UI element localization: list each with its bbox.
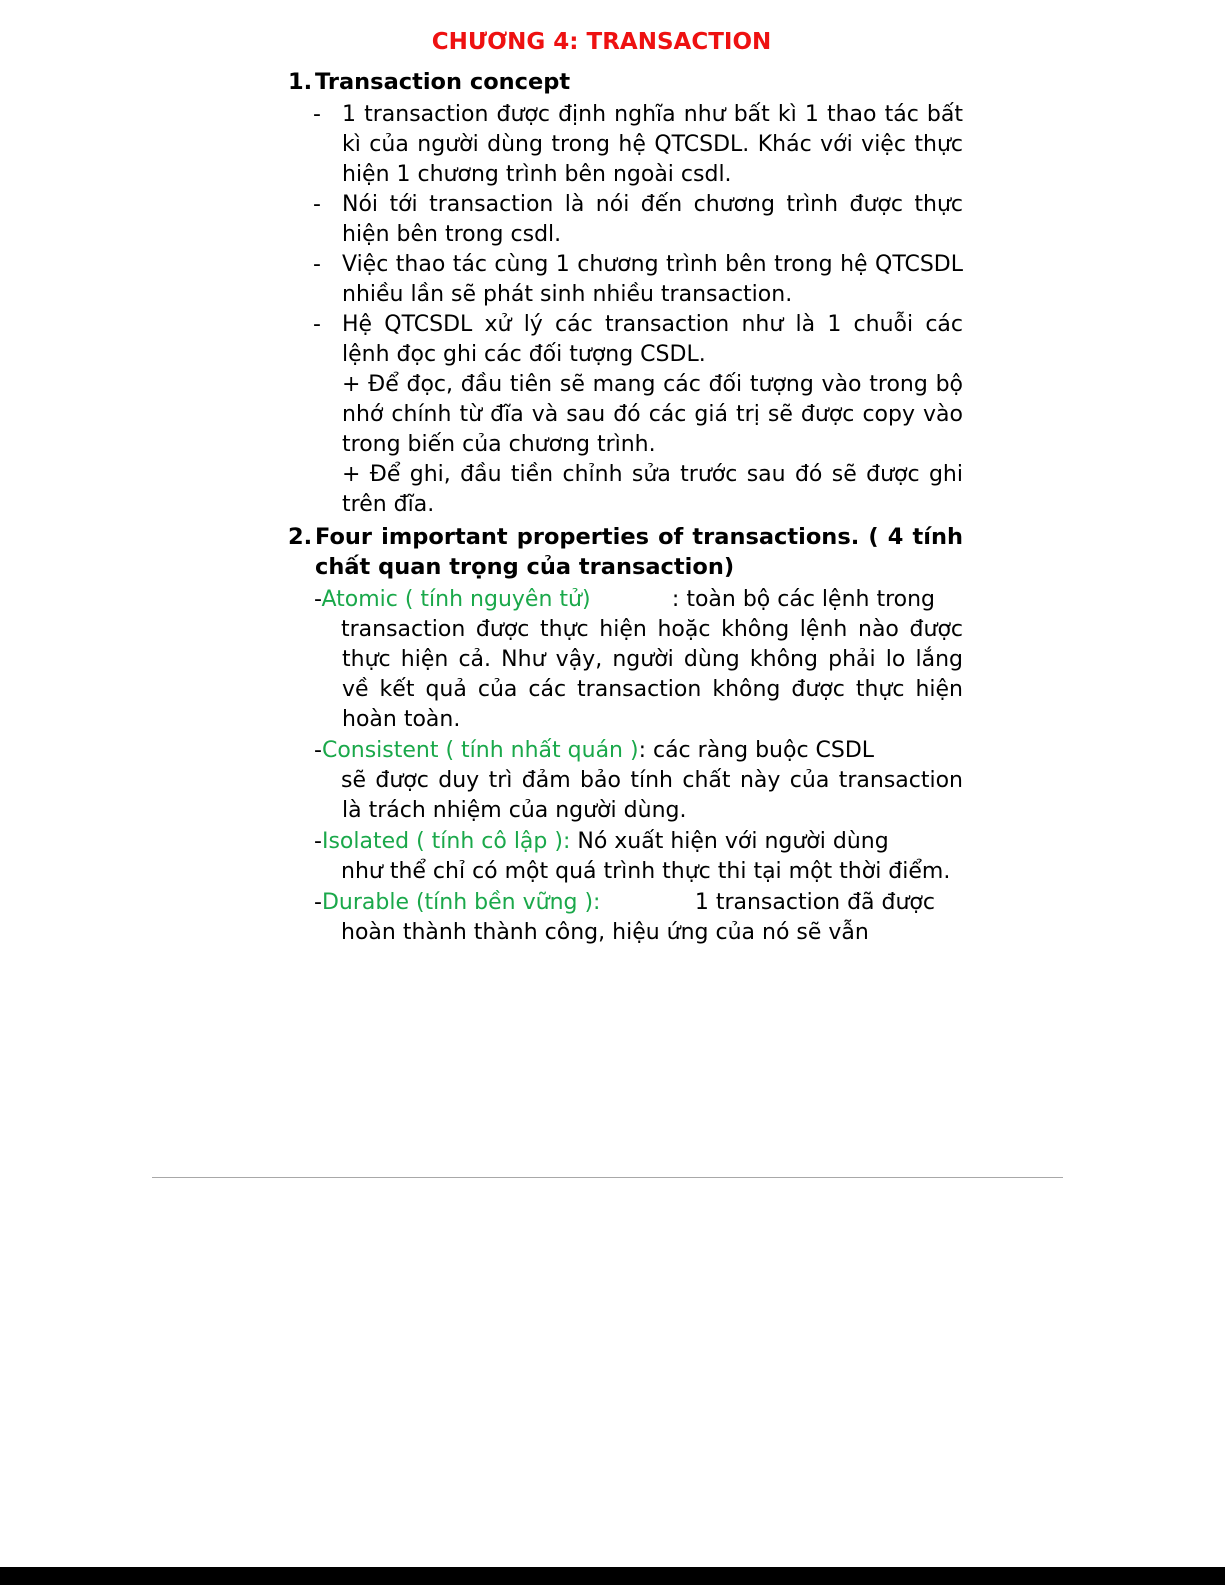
bullet-dash: -	[313, 252, 321, 277]
bullet-dash: -	[313, 312, 321, 337]
property-first-text: 1 transaction đã được	[694, 890, 935, 915]
page-divider	[152, 1177, 1063, 1178]
property-first-line	[315, 585, 963, 615]
bullet-text: Hệ QTCSDL xử lý các transaction như là 1 chuỗi các lệnh đọc ghi các đối tượng CSDL.	[342, 312, 963, 367]
bullet-item	[288, 190, 963, 250]
property-first-line	[315, 827, 963, 857]
property-term: Isolated ( tính cô lập ):	[321, 829, 571, 854]
document-body	[288, 67, 963, 949]
section-1-heading	[288, 67, 963, 97]
property-lead	[315, 888, 600, 918]
section-1-title: Transaction concept	[315, 69, 571, 95]
property-first-text: : toàn bộ các lệnh trong	[671, 587, 935, 612]
section-2-heading	[288, 522, 963, 582]
property-isolated	[315, 827, 963, 887]
page-title: CHƯƠNG 4: TRANSACTION	[431, 29, 772, 55]
property-consistent	[315, 736, 963, 826]
bullet-dash: -	[313, 192, 321, 217]
property-lead	[315, 585, 591, 615]
section-2-number: 2.	[288, 524, 313, 550]
page-bottom-edge	[0, 1567, 1225, 1585]
sub-point-read: + Để đọc, đầu tiên sẽ mang các đối tượng vào trong bộ nhớ chính từ đĩa và sau đó các giá trị sẽ được copy vào trong biến của chương trình.	[342, 372, 963, 457]
property-description: hoàn thành thành công, hiệu ứng của nó sẽ vẫn	[341, 920, 869, 945]
bullet-text: Nói tới transaction là nói đến chương trình được thực hiện bên trong csdl.	[342, 192, 963, 247]
property-term: Consistent ( tính nhất quán )	[321, 738, 639, 763]
property-term: Atomic ( tính nguyên tử)	[321, 587, 591, 612]
bullet-item	[288, 100, 963, 190]
property-dash: -	[314, 829, 322, 854]
bullet-item	[288, 250, 963, 310]
property-dash: -	[314, 587, 322, 612]
property-atomic	[315, 585, 963, 735]
property-dash: -	[314, 738, 322, 763]
property-first-text: Nó xuất hiện với người dùng	[570, 829, 889, 854]
property-first-text: : các ràng buộc CSDL	[638, 738, 875, 763]
property-first-line	[315, 888, 963, 918]
sub-point-write: + Để ghi, đầu tiền chỉnh sửa trước sau đó sẽ được ghi trên đĩa.	[342, 462, 963, 517]
property-lead	[315, 827, 889, 857]
property-lead	[315, 736, 874, 766]
bullet-text: Việc thao tác cùng 1 chương trình bên trong hệ QTCSDL nhiều lần sẽ phát sinh nhiều transaction.	[342, 252, 963, 307]
property-description: như thể chỉ có một quá trình thực thi tại một thời điểm.	[341, 859, 951, 884]
property-term: Durable (tính bền vững ):	[321, 890, 601, 915]
section-1-number: 1.	[288, 69, 313, 95]
section-2-title: Four important properties of transactions. ( 4 tính chất quan trọng của transaction)	[315, 524, 963, 580]
property-description: transaction được thực hiện hoặc không lệnh nào được thực hiện cả. Như vậy, người dùng không phải lo lắng về kết quả của các transaction không được thực hiện hoàn toàn.	[341, 617, 963, 732]
property-durable	[315, 888, 963, 948]
property-dash: -	[314, 890, 322, 915]
property-description: sẽ được duy trì đảm bảo tính chất này của transaction là trách nhiệm của người dùng.	[341, 768, 963, 823]
bullet-item	[288, 310, 963, 370]
bullet-text: 1 transaction được định nghĩa như bất kì 1 thao tác bất kì của người dùng trong hệ QTCSDL. Khác với việc thực hiện 1 chương trình bên ngoài csdl.	[342, 102, 963, 187]
bullet-dash: -	[313, 102, 321, 127]
property-first-line	[315, 736, 963, 766]
